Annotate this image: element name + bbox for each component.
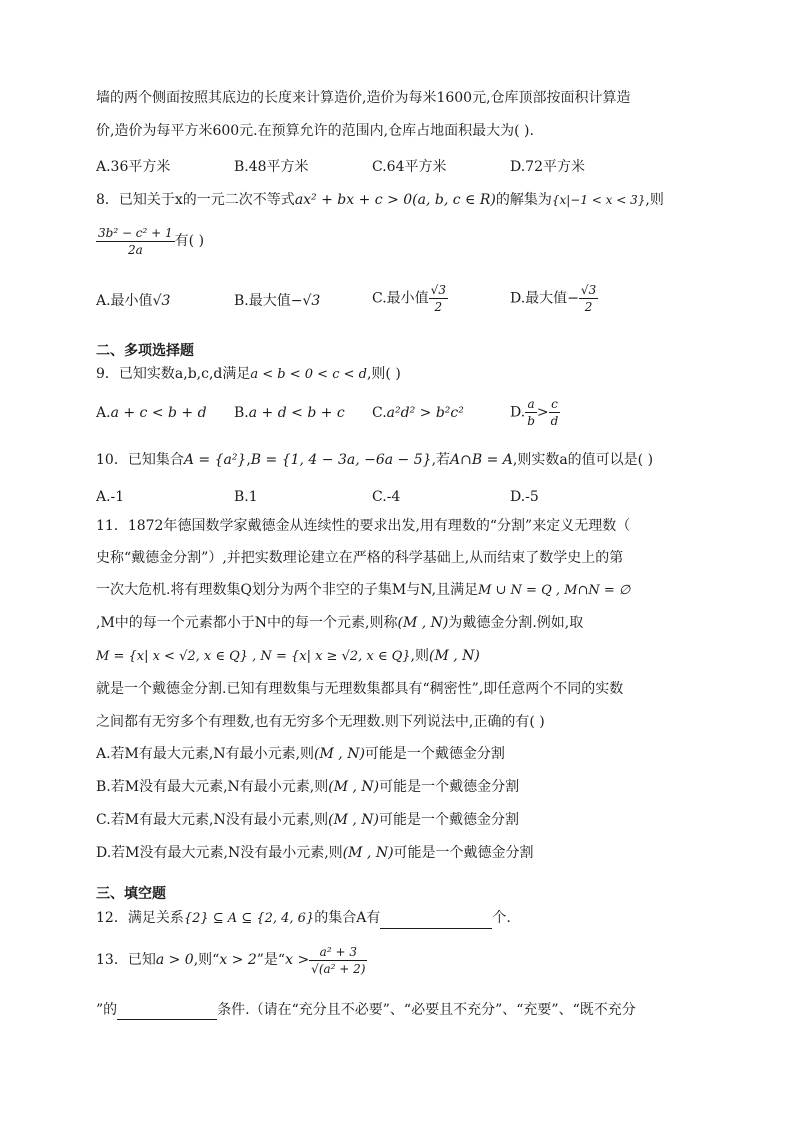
q7-option-d: D.72平方米	[510, 159, 585, 175]
q11-line7: 之间都有无穷多个有理数,也有无穷多个无理数.则下列说法中,正确的有( )	[96, 714, 545, 730]
q8-option-b	[234, 290, 320, 312]
q11-option-d-pre: D.若M没有最大元素,N没有最小元素,则	[96, 845, 343, 861]
q10-set-b: B = {1, 4 − 3a, −6a − 5}	[250, 452, 432, 468]
q9-option-d-num1: a	[525, 396, 537, 413]
q10-intro: 10．已知集合	[96, 452, 184, 468]
q8-stem	[96, 190, 664, 210]
q13-line2	[96, 1000, 636, 1020]
q12-intro: 12．满足关系	[96, 910, 184, 926]
q9-option-d	[510, 396, 560, 429]
q8-option-a-value: √3	[152, 293, 171, 309]
q13-p: x > 2	[219, 952, 257, 968]
q8-option-a	[96, 290, 170, 312]
q9-intro: 9．已知实数a,b,c,d满足	[96, 366, 251, 382]
q10-option-d: D.-5	[510, 489, 539, 505]
q11-option-b-post: 可能是一个戴德金分割	[379, 779, 520, 795]
q10-option-b: B.1	[234, 489, 258, 505]
q8-options	[96, 282, 708, 322]
q8-mid: 的解集为	[495, 192, 552, 208]
q11-option-c-pair: (M , N)	[328, 812, 380, 828]
q11-option-a-pair: (M , N)	[314, 746, 365, 762]
q12-end: 个.	[492, 910, 511, 926]
q9-option-d-fraction-right	[549, 396, 561, 429]
q11-line5	[96, 646, 480, 667]
q9-option-b	[234, 402, 345, 424]
q10-mid: ,若	[431, 452, 451, 468]
q8-fraction-denominator: 2a	[127, 242, 143, 257]
q8-inequality: ax² + bx + c > 0(a, b, c ∈ R)	[294, 192, 496, 208]
q8-end: ,则	[645, 192, 664, 208]
q11-line5-sets: M = {x| x < √2, x ∈ Q} , N = {x| x ≥ √2, x ∈ Q}	[96, 649, 411, 664]
q13-q-lhs: x >	[285, 952, 310, 968]
q11-line3	[96, 580, 630, 601]
q12-answer-blank[interactable]	[380, 912, 492, 929]
q9-option-b-value: a + d < b + c	[248, 405, 345, 421]
q11-option-d-post: 可能是一个戴德金分割	[393, 845, 534, 861]
q9-option-d-fraction-left	[525, 396, 537, 429]
q7-option-b: B.48平方米	[234, 159, 309, 175]
q8-option-b-label: B.最大值	[234, 293, 291, 309]
q7-option-c: C.64平方米	[372, 159, 447, 175]
q7-option-a: A.36平方米	[96, 159, 171, 175]
q9-option-d-num2: c	[549, 396, 561, 413]
q11-option-a	[96, 744, 505, 764]
q11-line5-end: ,则	[410, 648, 429, 664]
q8-tail: 有( )	[174, 233, 205, 249]
q11-option-a-pre: A.若M有最大元素,N有最小元素,则	[96, 746, 315, 762]
q8-option-d-fraction	[579, 282, 598, 315]
q12-stem	[96, 908, 511, 929]
q9-option-d-den1: b	[527, 414, 535, 428]
q8-fraction	[96, 225, 175, 258]
q8-option-d-denominator: 2	[584, 300, 593, 314]
q8-option-c-numerator: √3	[430, 283, 446, 297]
q10-condition: A∩B = A	[450, 452, 513, 468]
q11-line4-a: ,M中的每一个元素都小于N中的每一个元素,则称	[96, 615, 398, 631]
q11-line5-pair: (M , N)	[429, 648, 480, 664]
q10-option-c: C.-4	[372, 489, 401, 505]
section-fill-in-heading: 三、填空题	[96, 886, 166, 902]
q9-option-d-label: D.	[510, 404, 526, 421]
q9-option-c-value: a²d² > b²c²	[386, 405, 464, 421]
q11-option-b	[96, 777, 519, 797]
q11-option-a-post: 可能是一个戴德金分割	[364, 746, 505, 762]
q11-option-d-pair: (M , N)	[342, 845, 394, 861]
q9-condition: a < b < 0 < c < d	[250, 367, 367, 382]
q9-end: ,则( )	[366, 366, 401, 382]
q8-option-d-sign: −	[567, 290, 579, 307]
q10-options	[96, 486, 708, 510]
q9-options	[96, 396, 708, 436]
q8-option-c-label: C.最小值	[372, 290, 429, 307]
q9-stem	[96, 364, 401, 385]
q11-line4	[96, 613, 583, 633]
q13-condition: a > 0	[155, 952, 194, 968]
q7-line1: 墙的两个侧面按照其底边的长度来计算造价,造价为每米1600元,仓库顶部按面积计算造	[96, 90, 631, 106]
q13-line2-end: 条件.（请在“充分且不必要”、“必要且不充分”、“充要”、“既不充分	[217, 1002, 636, 1018]
q13-answer-blank[interactable]	[117, 1003, 217, 1020]
q9-option-c-label: C.	[372, 405, 387, 421]
q10-stem	[96, 450, 653, 470]
q8-intro: 8．已知关于x的一元二次不等式	[96, 192, 295, 208]
q10-end: ,则实数a的值可以是( )	[512, 452, 654, 468]
q13-intro: 13．已知	[96, 952, 156, 968]
q9-option-a-label: A.	[96, 405, 111, 421]
q7-options	[96, 156, 708, 180]
q11-line6: 就是一个戴德金分割.已知有理数集与无理数集都具有“稠密性”,即任意两个不同的实数	[96, 681, 624, 697]
q12-mid: 的集合A有	[314, 910, 381, 926]
q8-option-b-value: −√3	[290, 293, 321, 309]
q9-option-d-gt: >	[536, 404, 549, 421]
q9-option-c	[372, 402, 464, 424]
q10-set-a: A = {a²}	[183, 452, 247, 468]
q8-option-d	[510, 282, 598, 315]
section-multiple-choice-heading: 二、多项选择题	[96, 343, 194, 359]
q13-fraction	[309, 944, 367, 977]
q11-line3-text: 一次大危机.将有理数集Q划分为两个非空的子集M与N,且满足	[96, 582, 479, 598]
q11-option-d	[96, 843, 534, 863]
q8-solution-set: {x|−1 < x < 3}	[551, 193, 646, 207]
q11-option-b-pair: (M , N)	[328, 779, 380, 795]
q8-option-c	[372, 282, 448, 315]
q11-line3-math: M ∪ N = Q , M∩N = ∅	[478, 583, 631, 598]
q13-line2-start: ”的	[96, 1002, 118, 1018]
q8-option-d-label: D.最大值	[510, 290, 568, 307]
q11-line2: 史称“戴德金分割”）,并把实数理论建立在严格的科学基础上,从而结束了数学史上的第	[96, 550, 624, 566]
q11-option-c-post: 可能是一个戴德金分割	[379, 812, 520, 828]
q7-line2: 价,造价为每平方米600元.在预算允许的范围内,仓库占地面积最大为( ).	[96, 123, 534, 139]
q11-option-c-pre: C.若M有最大元素,N没有最小元素,则	[96, 812, 329, 828]
q10-separator: ,	[246, 452, 251, 468]
q11-line4-b: 为戴德金分割.例如,取	[448, 615, 584, 631]
q11-option-b-pre: B.若M没有最大元素,N有最小元素,则	[96, 779, 329, 795]
q9-option-a	[96, 402, 207, 424]
q8-option-c-denominator: 2	[434, 300, 443, 314]
q11-line1: 11．1872年德国数学家戴德金从连续性的要求出发,用有理数的“分割”来定义无理数（	[96, 518, 631, 534]
q8-option-c-fraction	[429, 282, 448, 315]
q11-line4-pair: (M , N)	[397, 615, 449, 631]
q9-option-a-value: a + c < b + d	[110, 405, 207, 421]
q9-option-d-den2: d	[550, 414, 559, 428]
q8-option-a-label: A.最小值	[96, 293, 153, 309]
q13-stem	[96, 940, 367, 980]
q9-option-b-label: B.	[234, 405, 249, 421]
q10-option-a: A.-1	[96, 489, 125, 505]
q13-mid2: ”是“	[256, 952, 286, 968]
q12-relation: {2} ⊆ A ⊆ {2, 4, 6}	[183, 911, 315, 926]
q13-fraction-numerator: a² + 3	[309, 944, 367, 961]
q11-option-c	[96, 810, 519, 830]
q8-expression	[96, 224, 204, 258]
q13-mid1: ,则“	[193, 952, 220, 968]
q8-option-d-numerator: √3	[580, 283, 597, 297]
q8-fraction-numerator: 3b² − c² + 1	[98, 225, 173, 240]
q13-fraction-denominator: √(a² + 2)	[311, 961, 366, 976]
